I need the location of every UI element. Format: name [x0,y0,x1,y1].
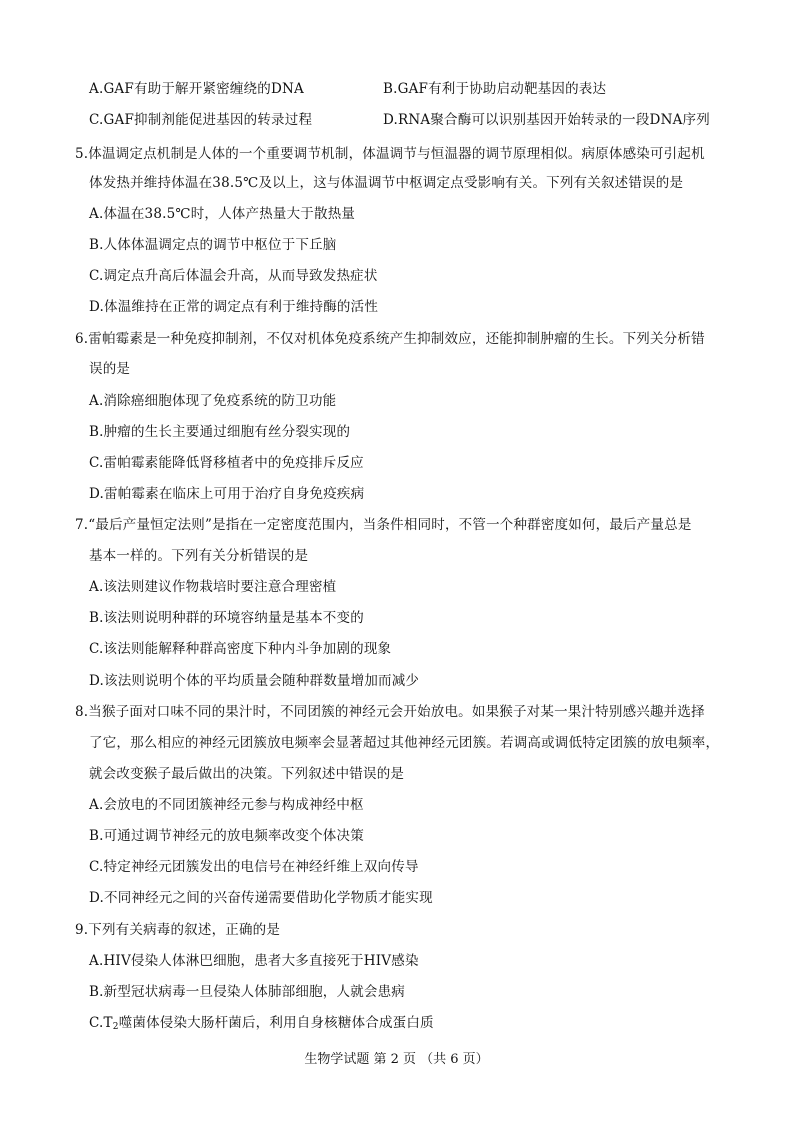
q7-option-d: D.该法则说明个体的平均质量会随种群数量增加而减少 [89,673,420,689]
q7-option-a: A.该法则建议作物栽培时要注意合理密植 [89,579,337,595]
q8-stem-line3: 就会改变猴子最后做出的决策。下列叙述中错误的是 [89,766,405,782]
q8-stem-line1: 8.当猴子面对口味不同的果汁时，不同团簇的神经元会开始放电。如果猴子对某一果汁特别感兴趣并选择 [75,704,705,720]
q6-stem-line2: 误的是 [89,361,131,377]
q6-option-c: C.雷帕霉素能降低肾移植者中的免疫排斥反应 [89,455,364,471]
q7-option-b: B.该法则说明种群的环境容纳量是基本不变的 [89,610,364,626]
q9-option-c-prefix: C.T [89,1015,113,1031]
q8-option-d: D.不同神经元之间的兴奋传递需要借助化学物质才能实现 [89,890,433,906]
q5-stem-line2: 体发热并维持体温在38.5℃及以上，这与体温调节中枢调定点受影响有关。下列有关叙述错误的是 [89,175,684,191]
q7-option-c: C.该法则能解释种群高密度下种内斗争加剧的现象 [89,641,392,657]
q8-stem-line2: 了它，那么相应的神经元团簇放电频率会显著超过其他神经元团簇。若调高或调低特定团簇的放电频率， [89,735,720,751]
q6-stem-line1: 6.雷帕霉素是一种免疫抑制剂，不仅对机体免疫系统产生抑制效应，还能抑制肿瘤的生长。下列关分析错 [75,331,705,347]
q7-stem-line2: 基本一样的。下列有关分析错误的是 [89,548,309,564]
q5-option-b: B.人体体温调定点的调节中枢位于下丘脑 [89,237,337,253]
q7-stem-line1: 7.“最后产量恒定法则”是指在一定密度范围内，当条件相同时，不管一个种群密度如何，最后产量总是 [75,517,692,533]
q9-option-a: A.HIV侵染人体淋巴细胞，患者大多直接死于HIV感染 [89,953,419,969]
q5-option-a: A.体温在38.5℃时，人体产热量大于散热量 [89,206,356,222]
q8-option-b: B.可通过调节神经元的放电频率改变个体决策 [89,828,364,844]
q9-option-c-subscript: 2 [112,1022,119,1032]
q5-option-c: C.调定点升高后体温会升高，从而导致发热症状 [89,268,378,284]
q8-option-c: C.特定神经元团簇发出的电信号在神经纤维上双向传导 [89,859,419,875]
q4-option-a: A.GAF有助于解开紧密缠绕的DNA [89,81,304,97]
q5-option-d: D.体温维持在正常的调定点有利于维持酶的活性 [89,299,379,315]
q9-option-c [89,1014,434,1036]
q8-option-a: A.会放电的不同团簇神经元参与构成神经中枢 [89,797,364,813]
q6-option-a: A.消除癌细胞体现了免疫系统的防卫功能 [89,393,337,409]
q6-option-d: D.雷帕霉素在临床上可用于治疗自身免疫疾病 [89,486,365,502]
q9-option-b: B.新型冠状病毒一旦侵染人体肺部细胞，人就会患病 [89,984,406,1000]
q9-stem-line1: 9.下列有关病毒的叙述，正确的是 [75,922,281,938]
q6-option-b: B.肿瘤的生长主要通过细胞有丝分裂实现的 [89,424,351,440]
q5-stem-line1: 5.体温调定点机制是人体的一个重要调节机制，体温调节与恒温器的调节原理相似。病原体感染可引起机 [75,146,705,162]
page-footer: 生物学试题 第 2 页 （共 6 页） [304,1052,489,1067]
q4-option-b: B.GAF有利于协助启动靶基因的表达 [383,81,607,97]
q4-option-c: C.GAF抑制剂能促进基因的转录过程 [89,112,313,128]
q4-option-d: D.RNA聚合酶可以识别基因开始转录的一段DNA序列 [383,112,710,128]
q9-option-c-text: 噬菌体侵染大肠杆菌后，利用自身核糖体合成蛋白质 [118,1015,434,1031]
